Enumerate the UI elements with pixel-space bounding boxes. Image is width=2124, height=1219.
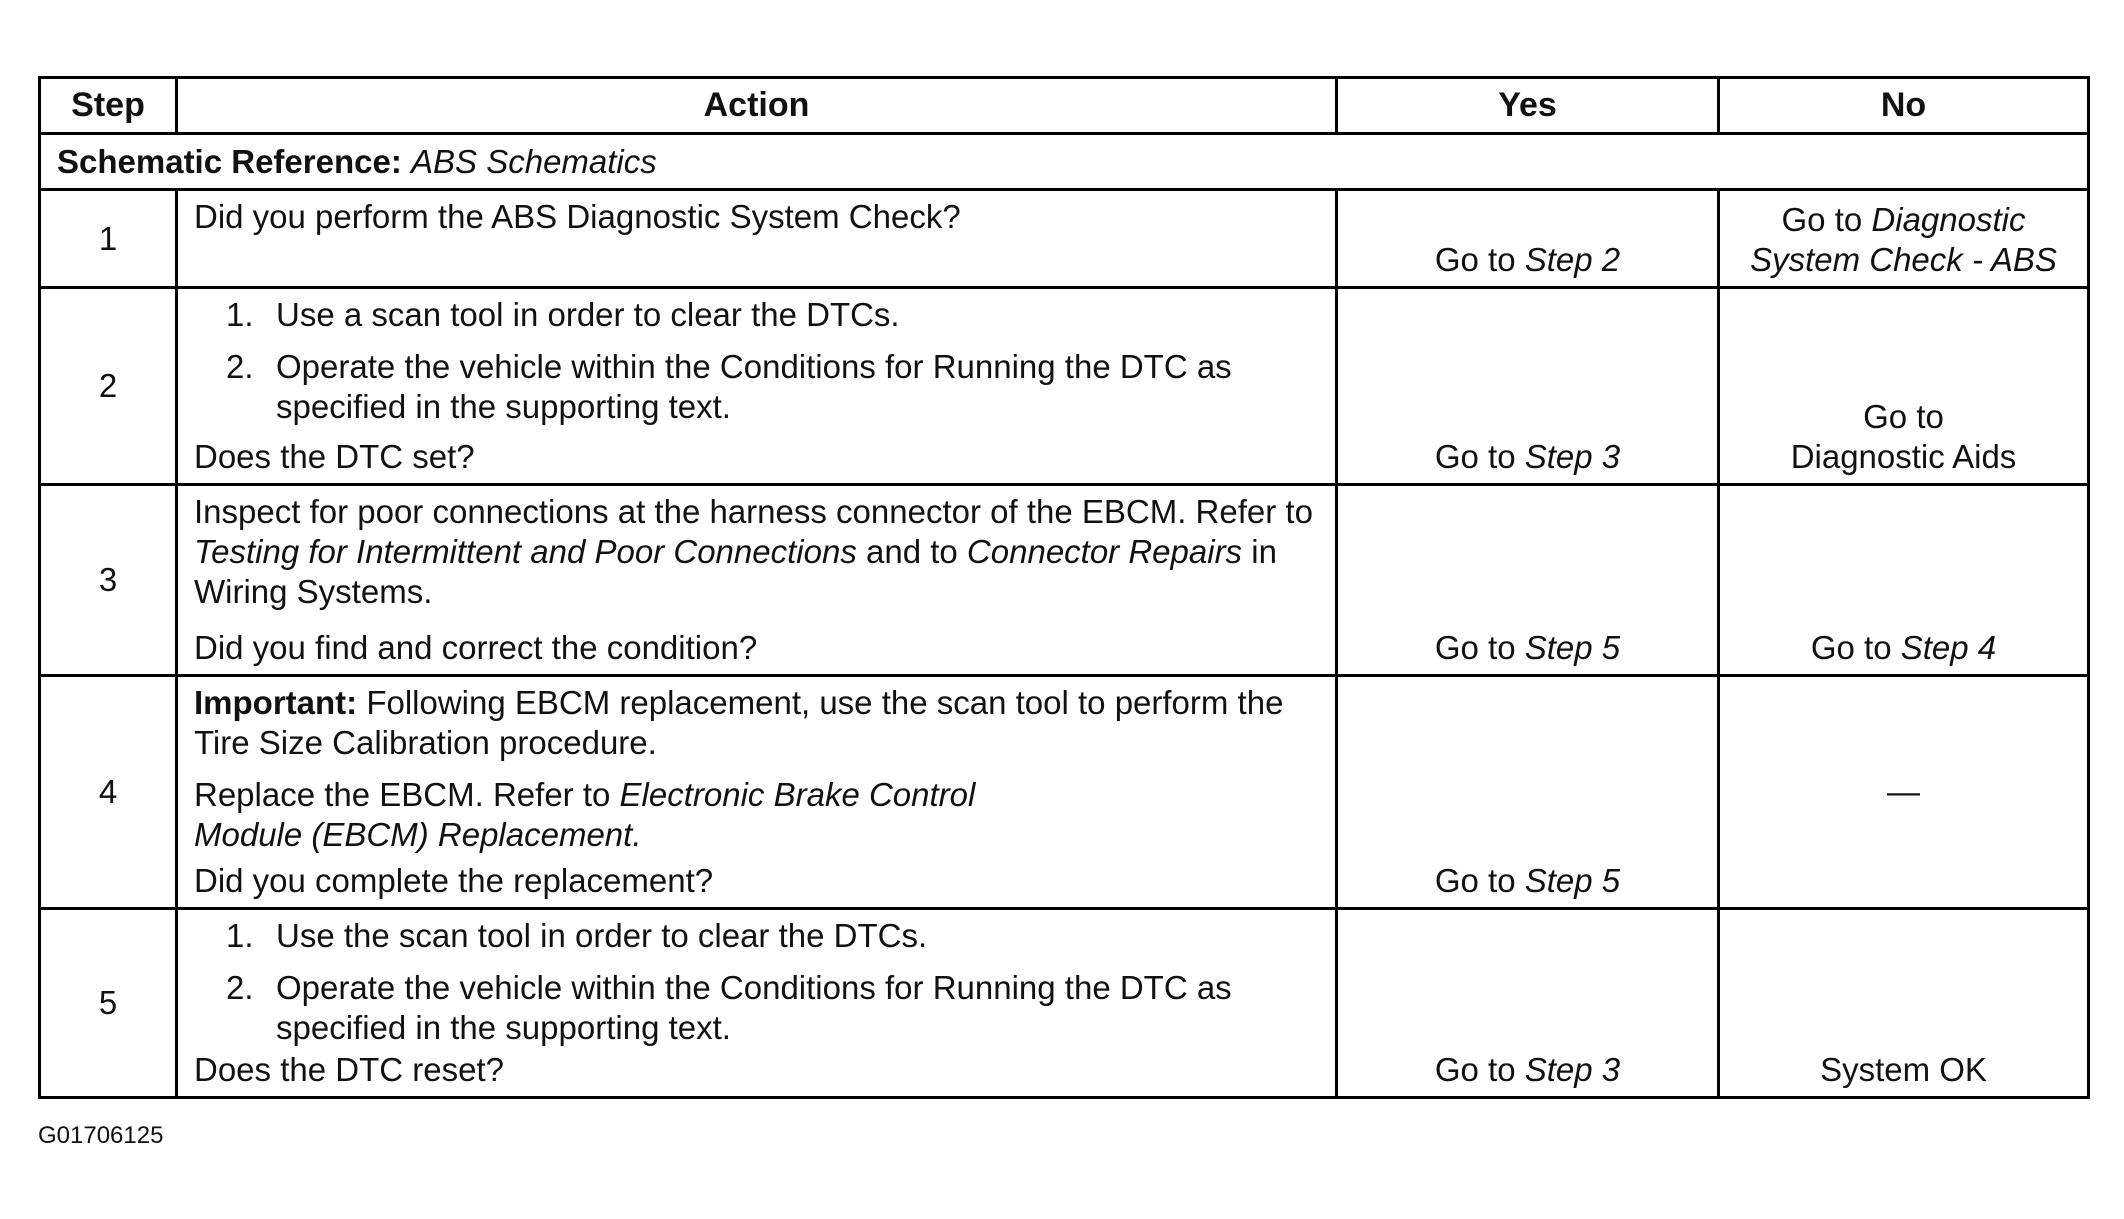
yes-prefix: Go to xyxy=(1434,438,1525,475)
list-number: 1. xyxy=(226,917,254,954)
list-text: Operate the vehicle within the Conditions for Running the DTC as specified in the supporting text. xyxy=(276,969,1232,1046)
action-cell xyxy=(178,677,1338,907)
yes-link[interactable]: Step 2 xyxy=(1524,241,1621,278)
yes-cell xyxy=(1338,677,1720,907)
no-cell xyxy=(1720,289,2087,483)
no-text-line2: Diagnostic Aids xyxy=(1790,438,2017,475)
action-paragraph xyxy=(194,492,1319,612)
step-number: 3 xyxy=(41,486,178,674)
header-no: No xyxy=(1880,86,1927,124)
procedure-list xyxy=(194,295,1319,427)
yes-cell xyxy=(1338,191,1720,286)
important-text: Following EBCM replacement, use the scan tool to perform the Tire Size Calibration procedure. xyxy=(194,684,1284,761)
yes-cell xyxy=(1338,289,1720,483)
question-text: Did you complete the replacement? xyxy=(194,862,714,899)
schematic-reference-label: Schematic Reference: xyxy=(57,143,402,180)
yes-prefix: Go to xyxy=(1434,241,1525,278)
yes-cell xyxy=(1338,486,1720,674)
list-item xyxy=(194,295,1319,335)
list-text: Use the scan tool in order to clear the DTCs. xyxy=(276,917,928,954)
table-row xyxy=(41,486,2087,677)
yes-prefix: Go to xyxy=(1434,862,1525,899)
table-row xyxy=(41,289,2087,486)
yes-link[interactable]: Step 5 xyxy=(1524,629,1621,666)
reference-link[interactable]: Testing for Intermittent and Poor Connections xyxy=(194,533,857,570)
step-number: 1 xyxy=(41,191,178,286)
yes-link[interactable]: Step 3 xyxy=(1524,438,1621,475)
yes-prefix: Go to xyxy=(1434,1051,1525,1088)
no-cell xyxy=(1720,486,2087,674)
table-header-row xyxy=(41,79,2087,135)
list-text: Use a scan tool in order to clear the DTCs. xyxy=(276,296,900,333)
step-number: 4 xyxy=(41,677,178,907)
action-text: Replace the EBCM. Refer to xyxy=(194,776,620,813)
step-number: 5 xyxy=(41,910,178,1096)
reference-link[interactable]: Connector Repairs xyxy=(966,533,1243,570)
action-text: Inspect for poor connections at the harness connector of the EBCM. Refer to xyxy=(194,493,1313,530)
diagnostic-table xyxy=(38,76,2090,1099)
action-cell xyxy=(178,289,1338,483)
schematic-reference-link[interactable]: ABS Schematics xyxy=(411,143,657,180)
header-step: Step xyxy=(41,79,178,132)
yes-link[interactable]: Step 5 xyxy=(1524,862,1621,899)
question-text: Does the DTC set? xyxy=(194,438,475,475)
no-cell xyxy=(1720,677,2087,907)
action-cell xyxy=(178,191,1338,286)
no-prefix: Go to xyxy=(1810,629,1901,666)
no-link[interactable]: Diagnostic xyxy=(1871,201,2026,238)
list-item xyxy=(194,916,1319,956)
no-prefix: Go to xyxy=(1781,201,1872,238)
question-text: Does the DTC reset? xyxy=(194,1051,504,1088)
list-number: 2. xyxy=(226,969,254,1006)
important-label: Important: xyxy=(194,684,358,721)
action-text: Did you perform the ABS Diagnostic System Check? xyxy=(194,198,961,235)
no-value: System OK xyxy=(1820,1051,1987,1088)
no-value: — xyxy=(1887,773,1920,810)
action-text: and to xyxy=(856,533,967,570)
yes-link[interactable]: Step 3 xyxy=(1524,1051,1621,1088)
schematic-reference-row xyxy=(41,135,2087,191)
action-cell xyxy=(178,910,1338,1096)
table-row xyxy=(41,677,2087,910)
step-number: 2 xyxy=(41,289,178,483)
header-action: Action xyxy=(178,79,1338,132)
yes-cell xyxy=(1338,910,1720,1096)
table-row xyxy=(41,191,2087,289)
figure-id: G01706125 xyxy=(38,1122,164,1149)
list-text: Operate the vehicle within the Conditions for Running the DTC as specified in the supporting text. xyxy=(276,348,1232,425)
action-paragraph xyxy=(194,775,1074,855)
no-cell xyxy=(1720,191,2087,286)
list-number: 2. xyxy=(226,348,254,385)
yes-prefix: Go to xyxy=(1434,629,1525,666)
header-yes: Yes xyxy=(1338,79,1720,132)
action-text: in Wiring Systems. xyxy=(194,533,1277,610)
question-text: Did you find and correct the condition? xyxy=(194,629,758,666)
table-row xyxy=(41,910,2087,1096)
procedure-list xyxy=(194,916,1319,1048)
list-item xyxy=(194,347,1319,427)
action-cell xyxy=(178,486,1338,674)
no-text-line1: Go to xyxy=(1863,398,1944,435)
no-link[interactable]: Step 4 xyxy=(1900,629,1997,666)
no-link-continued[interactable]: System Check - ABS xyxy=(1750,241,2057,278)
reference-link[interactable]: Electronic Brake Control Module (EBCM) Replacement. xyxy=(194,776,976,853)
list-number: 1. xyxy=(226,296,254,333)
important-note xyxy=(194,683,1319,763)
list-item xyxy=(194,968,1319,1048)
no-cell xyxy=(1720,910,2087,1096)
